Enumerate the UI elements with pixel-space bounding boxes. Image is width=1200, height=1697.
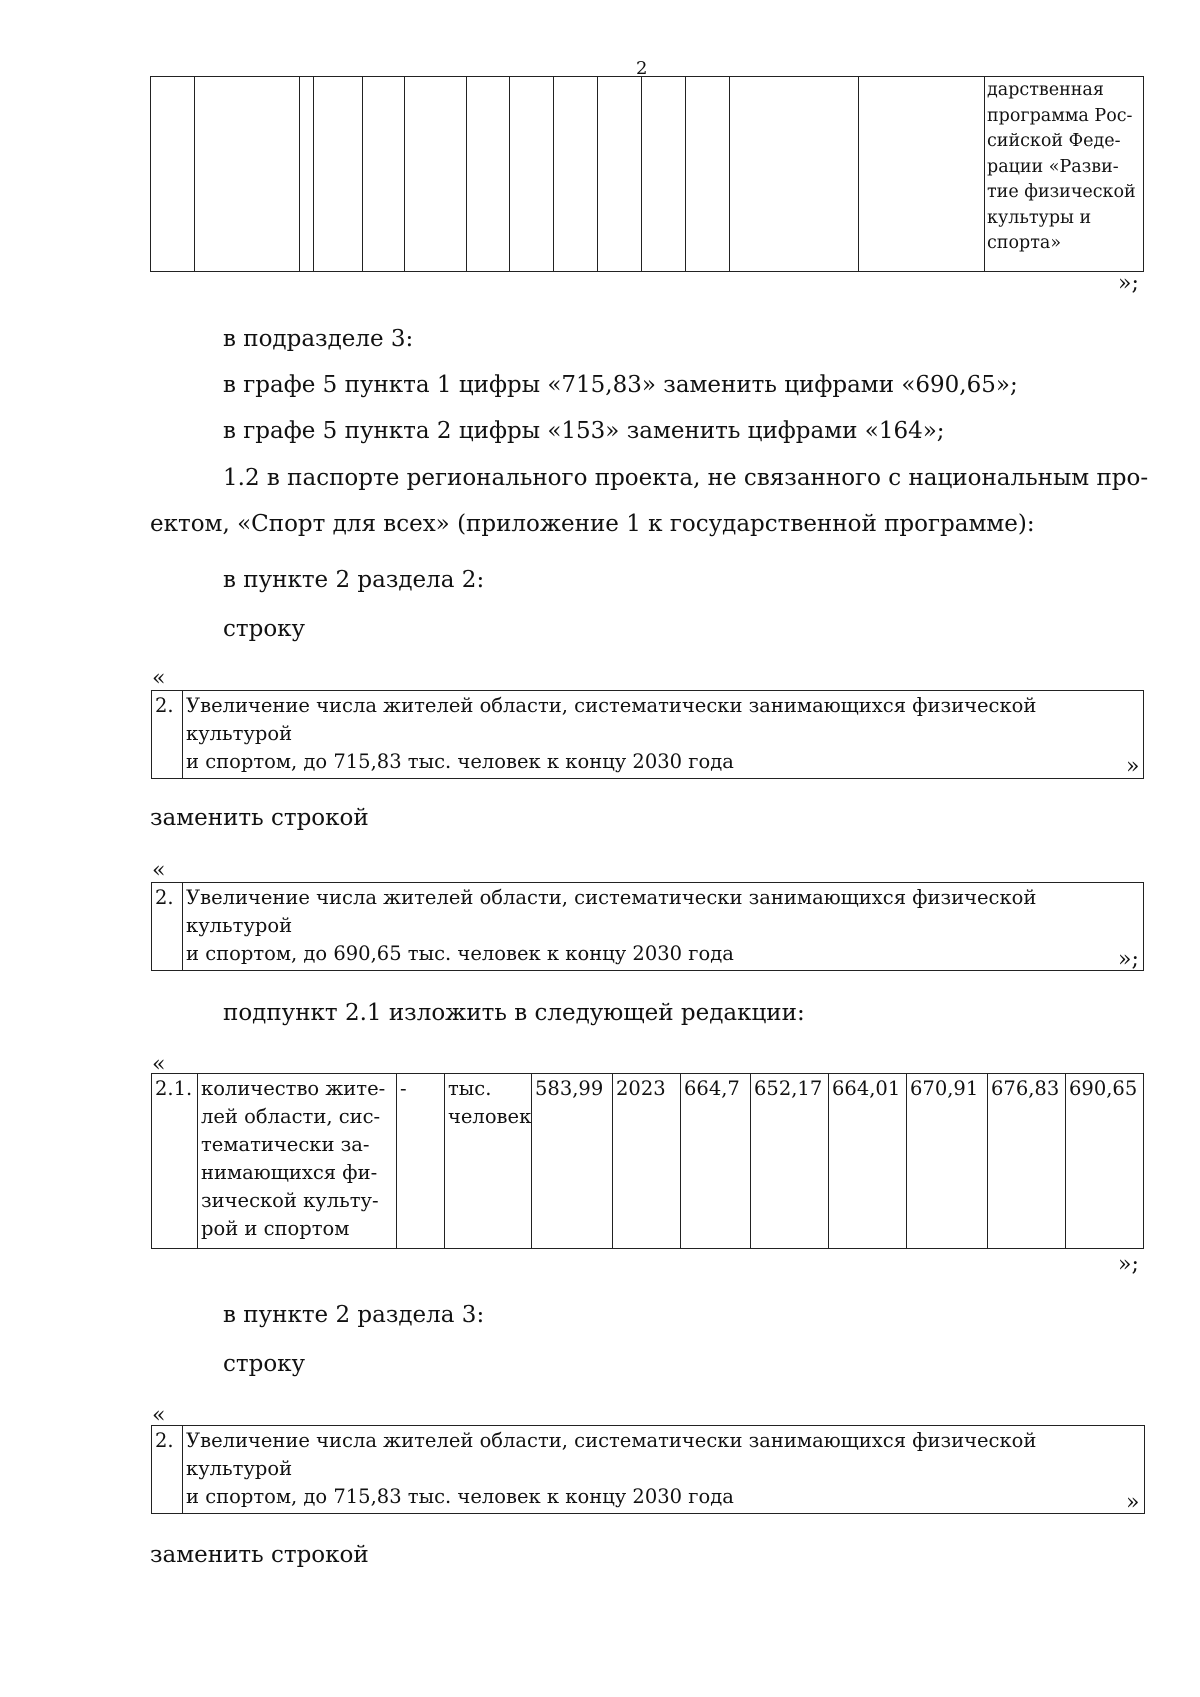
paragraph: в подразделе 3: [223,326,414,352]
cell-line: зической культу- [201,1189,379,1212]
indicator-row-old [151,1425,1145,1514]
opening-quote: « [152,666,166,691]
row-text-line: и спортом, до 690,65 тыс. человек к концу 2030 года [186,942,734,965]
closing-quote: » [1126,1490,1140,1515]
row-text-line: и спортом, до 715,83 тыс. человек к концу 2030 года [186,750,734,773]
empty-cell [554,77,598,272]
empty-cell [642,77,686,272]
level-cell: - [397,1074,445,1249]
paragraph-continuation: ектом, «Спорт для всех» (приложение 1 к государственной программе): [150,511,1035,537]
paragraph: в графе 5 пункта 2 цифры «153» заменить цифрами «164»; [223,418,945,444]
cell-line: программа Рос- [987,105,1133,126]
indicator-name [198,1074,397,1249]
indicator-row-new [151,882,1144,971]
year-value: 664,01 [829,1074,907,1249]
year-value: 664,7 [681,1074,751,1249]
cell-line: дарственная [987,80,1104,100]
closing-quote: »; [1118,271,1139,296]
cell-line: рой и спортом [201,1217,350,1240]
empty-cell [686,77,730,272]
paragraph: строку [223,616,306,642]
continuation-table [150,76,1144,272]
row-number: 2. [152,1426,183,1514]
empty-cell [363,77,405,272]
cell-line: тыс. [448,1077,492,1100]
row-text [183,691,1144,779]
paragraph: заменить строкой [150,1542,369,1568]
paragraph: заменить строкой [150,805,369,831]
year-value: 670,91 [907,1074,988,1249]
empty-cell [510,77,554,272]
cell-line: тие физической [987,182,1136,202]
opening-quote: « [152,1403,166,1428]
empty-cell [598,77,642,272]
cell-line: количество жите- [201,1077,386,1100]
row-number: 2. [152,883,183,971]
paragraph: 1.2 в паспорте регионального проекта, не связанного с национальным про- [223,465,1149,491]
cell-line: тематически за- [201,1133,370,1156]
indicator-row-old [151,690,1144,779]
empty-cell [405,77,467,272]
paragraph: подпункт 2.1 изложить в следующей редакции: [223,1000,805,1026]
row-number: 2.1. [152,1074,198,1249]
closing-quote: » [1126,754,1140,779]
row-text [183,883,1144,971]
base-year: 2023 [613,1074,681,1249]
cell-line: культуры и [987,207,1092,228]
closing-quote: »; [1118,1252,1139,1277]
cell-line: человек [448,1105,532,1128]
page-number: 2 [636,58,648,79]
paragraph: в пункте 2 раздела 2: [223,567,485,593]
base-value: 583,99 [532,1074,613,1249]
paragraph: в графе 5 пункта 1 цифры «715,83» заменить цифрами «690,65»; [223,372,1018,398]
year-value: 676,83 [988,1074,1066,1249]
cell-line: спорта» [987,233,1062,253]
empty-cell [195,77,300,272]
empty-cell [730,77,859,272]
program-name-cell [985,77,1144,272]
closing-quote: »; [1118,947,1139,972]
row-text-line: и спортом, до 715,83 тыс. человек к концу 2030 года [186,1485,734,1508]
opening-quote: « [152,1052,166,1077]
row-text-line: Увеличение числа жителей области, систематически занимающихся физической культурой [186,694,1037,745]
indicator-2-1-table [151,1073,1144,1249]
empty-cell [859,77,985,272]
paragraph: строку [223,1351,306,1377]
cell-line: нимающихся фи- [201,1161,378,1184]
row-number: 2. [152,691,183,779]
unit-cell [445,1074,532,1249]
year-value: 690,65 [1066,1074,1144,1249]
row-text-line: Увеличение числа жителей области, систематически занимающихся физической культурой [186,1429,1037,1480]
row-text [183,1426,1145,1514]
empty-cell [300,77,314,272]
cell-line: лей области, сис- [201,1105,381,1128]
cell-line: сийской Феде- [987,131,1121,151]
year-value: 652,17 [751,1074,829,1249]
row-text-line: Увеличение числа жителей области, систематически занимающихся физической культурой [186,886,1037,937]
empty-cell [151,77,195,272]
empty-cell [314,77,363,272]
opening-quote: « [152,858,166,883]
empty-cell [467,77,510,272]
cell-line: рации «Разви- [987,156,1119,177]
paragraph: в пункте 2 раздела 3: [223,1302,485,1328]
